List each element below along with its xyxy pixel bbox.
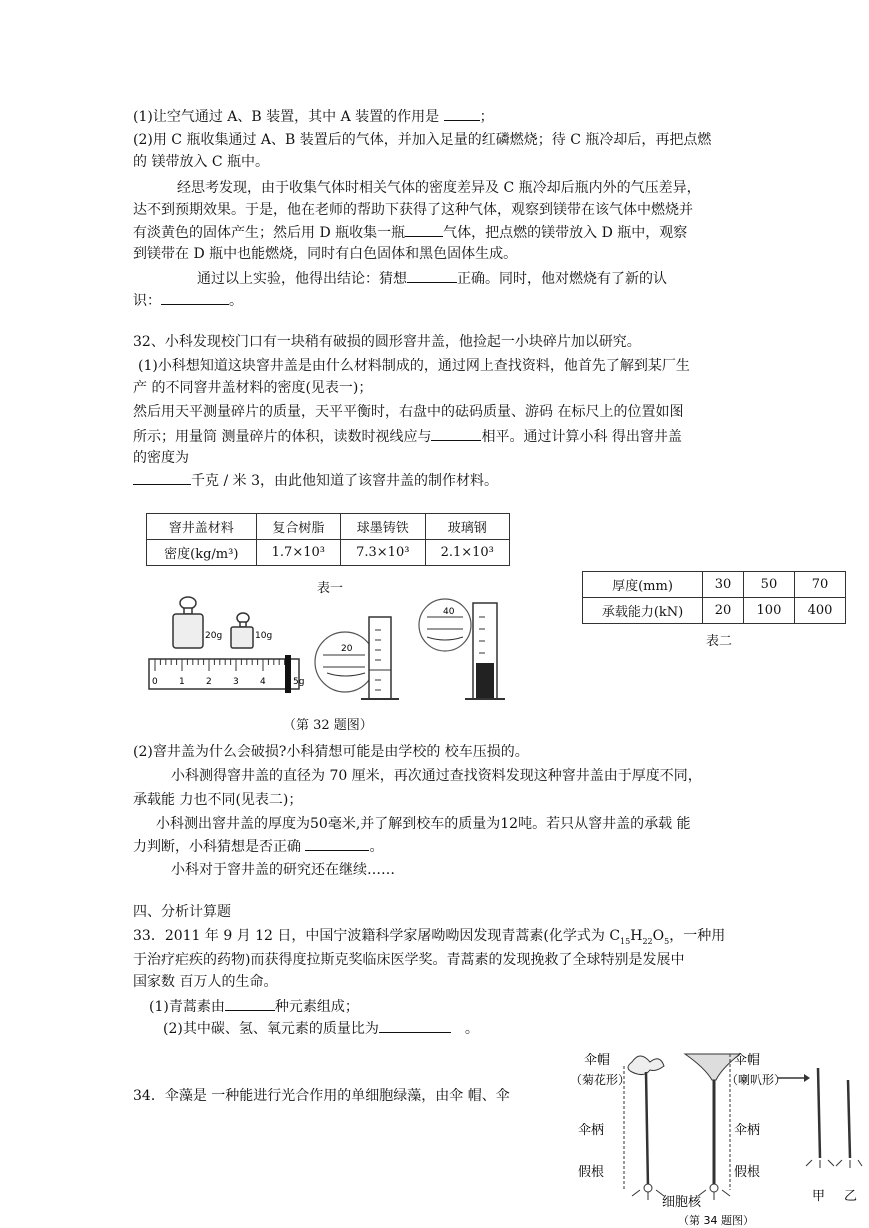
svg-text:20g: 20g [205, 631, 223, 641]
table-2-thickness [582, 571, 846, 624]
q32-part2-e: 力判断，小科猜想是否正确 。 [133, 836, 383, 857]
answer-blank[interactable] [444, 106, 480, 121]
table-row [147, 540, 510, 566]
figure-34 [570, 1050, 860, 1225]
q32-s2: 产 的不同窨井盖材料的密度(见表一)； [133, 380, 373, 396]
table-header: 厚度(mm) [583, 572, 703, 598]
table-cell: 100 [743, 598, 794, 624]
svg-text:（喇叭形）: （喇叭形） [726, 1073, 787, 1087]
table-cell: 20 [703, 598, 744, 624]
svg-text:乙: 乙 [844, 1189, 858, 1204]
table-header: 球墨铸铁 [341, 514, 425, 540]
table-2-caption: 表二 [706, 634, 733, 649]
table-cell: 1.7×10³ [256, 540, 340, 566]
svg-text:细胞核: 细胞核 [662, 1195, 702, 1210]
svg-text:1: 1 [179, 677, 185, 687]
q32-s6: 千克 / 米 3，由此他知道了该窨井盖的制作材料。 [133, 470, 498, 491]
table-cell: 30 [703, 572, 744, 598]
q32-s3: 然后用天平测量碎片的质量，天平平衡时，右盘中的砝码质量、游码 在标尺上的位置如图 [133, 404, 684, 420]
table-header: 复合树脂 [256, 514, 340, 540]
table-cell: 密度(kg/m³) [147, 540, 257, 566]
figure-32-caption: （第 32 题图） [283, 718, 373, 733]
ruler-scale [149, 655, 304, 693]
q31-conclusion: 通过以上实验，他得出结论：猜想 正确。同时，他对燃烧有了新的认 [197, 268, 667, 289]
svg-text:伞柄: 伞柄 [578, 1123, 605, 1138]
q32-part2-b: 小科测得窨井盖的直径为 70 厘米，再次通过查找资料发现这种窨井盖由于厚度不同， [171, 768, 702, 784]
table-header: 承载能力(kN) [583, 598, 703, 624]
ruler-slider-icon [285, 655, 291, 693]
svg-text:5g: 5g [293, 677, 305, 687]
weight-20g-icon [173, 597, 222, 648]
q32-part2-a: (2)窨井盖为什么会破损?小科猜想可能是由学校的 校车压损的。 [133, 744, 529, 760]
q34-line1: 34．伞藻是 一种能进行光合作用的单细胞绿藻，由伞 帽、伞 [133, 1088, 510, 1104]
algae-stalk-jia-icon [806, 1068, 834, 1168]
svg-text:2: 2 [206, 677, 212, 687]
table-cell: 50 [743, 572, 794, 598]
answer-blank[interactable] [407, 268, 457, 283]
svg-text:10g: 10g [255, 631, 273, 641]
measuring-cylinder-2-icon [419, 599, 505, 699]
svg-text:20: 20 [341, 644, 353, 654]
svg-text:0: 0 [152, 677, 158, 687]
q31-para3: 有淡黄色的固体产生；然后用 D 瓶收集一瓶 气体，把点燃的镁带放入 D 瓶中，观察 [133, 222, 687, 243]
q31-line1: (1)让空气通过 A、B 装置，其中 A 装置的作用是 ； [133, 106, 494, 127]
table-header: 窨井盖材料 [147, 514, 257, 540]
svg-text:伞柄: 伞柄 [734, 1123, 761, 1138]
svg-text:伞帽: 伞帽 [584, 1053, 611, 1068]
svg-text:3: 3 [233, 677, 239, 687]
table-cell: 2.1×10³ [425, 540, 510, 566]
q33-part1: (1)青蒿素由 种元素组成； [149, 996, 359, 1017]
answer-blank[interactable] [431, 426, 481, 441]
measuring-cylinder-1-icon [315, 617, 399, 699]
weight-10g-icon [231, 613, 272, 648]
answer-blank[interactable] [161, 290, 229, 305]
q32-part2-f: 小科对于窨井盖的研究还在继续…… [171, 862, 395, 878]
algae-stalk-yi-icon [836, 1080, 862, 1168]
figure-32 [145, 595, 525, 705]
answer-blank[interactable] [379, 1018, 451, 1033]
table-cell: 7.3×10³ [341, 540, 425, 566]
q31-para2: 达不到预期效果。于是，他在老师的帮助下获得了这种气体，观察到镁带在该气体中燃烧并 [133, 202, 693, 218]
table-row [147, 514, 510, 540]
q32-s4: 所示；用量筒 测量碎片的体积，读数时视线应与 相平。通过计算小科 得出窨井盖 [133, 426, 682, 447]
svg-text:甲: 甲 [812, 1189, 826, 1204]
table-cell: 400 [794, 598, 845, 624]
q32-part2-d: 小科测出窨井盖的厚度为50毫米,并了解到校车的质量为12吨。若只从窨井盖的承载 能 [156, 816, 691, 832]
svg-text:伞帽: 伞帽 [734, 1053, 761, 1068]
svg-text:（菊花形）: （菊花形） [570, 1073, 631, 1087]
q33-line1: 33．2011 年 9 月 12 日，中国宁波籍科学家屠呦呦因发现青蒿素(化学式为 $C_{15}H_{22}O_5$，一种用 [133, 928, 726, 946]
answer-blank[interactable] [305, 836, 369, 851]
svg-text:4: 4 [260, 677, 266, 687]
q32-intro: 32、小科发现校门口有一块稍有破损的圆形窨井盖，他捡起一小块碎片加以研究。 [133, 334, 641, 350]
table-1-density [146, 513, 510, 566]
q33-line3: 国家数 百万人的生命。 [133, 974, 278, 990]
q31-line3: 的 镁带放入 C 瓶中。 [133, 154, 270, 170]
section-4-heading: 四、分析计算题 [133, 904, 231, 920]
answer-blank[interactable] [133, 470, 191, 485]
q33-part2: (2)其中碳、氢、氧元素的质量比为 。 [163, 1018, 479, 1039]
svg-text:假根: 假根 [734, 1165, 761, 1180]
answer-blank[interactable] [225, 996, 275, 1011]
q33-line2: 于治疗疟疾的药物)而获得度拉斯克奖临床医学奖。青蒿素的发现挽救了全球特别是发展中 [133, 952, 685, 968]
answer-blank[interactable] [405, 222, 443, 237]
svg-text:假根: 假根 [578, 1165, 605, 1180]
q32-s5: 的密度为 [133, 450, 189, 466]
algae-chrysanthemum-cap-icon [628, 1056, 664, 1200]
table-cell: 70 [794, 572, 845, 598]
table-header: 玻璃钢 [425, 514, 510, 540]
q31-para1: 经思考发现，由于收集气体时相关气体的密度差异及 C 瓶冷却后瓶内外的气压差异， [177, 180, 701, 196]
q32-s1: (1)小科想知道这块窨井盖是由什么材料制成的，通过网上查找资料，他首先了解到某厂生 [138, 358, 690, 374]
q31-para4: 到镁带在 D 瓶中也能燃烧，同时有白色固体和黑色固体生成。 [133, 246, 518, 262]
q31-conclusion-2: 识： 。 [133, 290, 243, 311]
svg-text:（第 34 题图）: （第 34 题图） [678, 1214, 754, 1227]
table-1-caption: 表一 [317, 581, 344, 596]
table-row [583, 572, 846, 598]
q32-part2-c: 承载能 力也不同(见表二)； [133, 792, 303, 808]
q31-line2: (2)用 C 瓶收集通过 A、B 装置后的气体，并加入足量的红磷燃烧；待 C 瓶冷却后，再把点燃 [133, 132, 712, 148]
svg-text:40: 40 [443, 607, 455, 617]
table-row [583, 598, 846, 624]
